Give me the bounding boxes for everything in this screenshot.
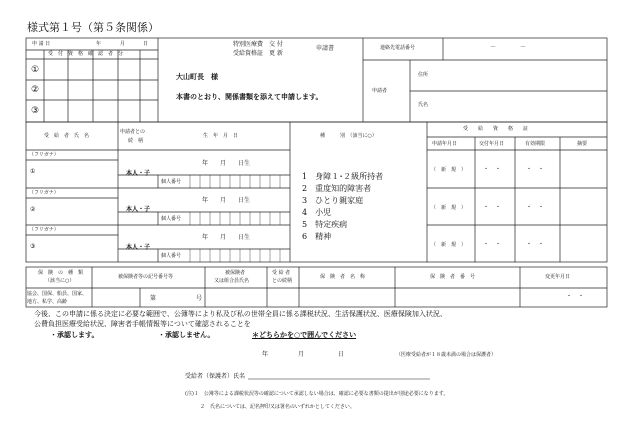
row-2-furigana: （フリガナ）	[29, 190, 59, 196]
col-birth-header: 生 年 月 日	[203, 133, 239, 139]
consent-line-2: 公費負担医療受給状況、障害者手帳情報等について確認されることを	[34, 320, 251, 328]
address-label: 住所	[418, 72, 429, 78]
insurance-kind-options-1[interactable]: 協会、国保、船員、国家、	[27, 291, 88, 297]
row-3-status: （ 新 規 ）	[431, 242, 467, 248]
apply-date-label: 申 請 日	[32, 41, 51, 47]
reception-check-label: 受 付 資 格 確 認 者 分	[48, 51, 124, 57]
name-label: 氏名	[418, 102, 429, 108]
consent-line-1: 今後、この申請に係る決定に必要な範囲で、公簿等により私及び私の世帯全員に係る課税状況、生活保護状況、医療保険加入状況、	[34, 310, 447, 318]
sub-valid: 有効期限	[525, 141, 546, 147]
type-option-6[interactable]: 6 精神	[302, 232, 332, 241]
row-2-relation[interactable]: 本人・子	[126, 206, 151, 213]
row-2-personal-label: 個人番号	[161, 216, 182, 222]
row-3-issue-dots: ・ ・	[483, 241, 502, 248]
sign-date-day: 日	[338, 351, 345, 358]
row-3-valid-dots: ・ ・	[526, 241, 545, 248]
insured-label-2: 又は組合員氏名	[214, 278, 250, 284]
apply-day-label: 日	[143, 41, 149, 47]
phone-label: 連絡先電話番号	[380, 45, 416, 51]
footnote-2: ２ 氏名については、記名押印又は署名のいずれかとしてください。	[200, 404, 355, 410]
request-text: 本書のとおり、関係書類を添えて申請します。	[176, 93, 323, 101]
minor-note: （医療受給者が１８歳未満の場合は保護者）	[396, 352, 497, 358]
form-title: 様式第１号（第５条関係）	[27, 21, 159, 34]
insurer-number-label: 保 険 者 番 号	[430, 274, 476, 280]
col-name-header: 受 給 者 氏 名	[44, 133, 90, 139]
insurance-kind-label-2: （該当に○）	[45, 278, 75, 284]
row-1-furigana: （フリガナ）	[29, 152, 59, 158]
header-row-1-num: ①	[31, 65, 40, 75]
type-option-4[interactable]: 4 小児	[302, 208, 332, 217]
row-1-issue-dots: ・ ・	[483, 166, 502, 173]
col-cert-header: 受 給 資 格 証	[463, 126, 529, 132]
header-row-3-num: ③	[31, 106, 40, 116]
sub-note: 摘要	[577, 141, 588, 147]
row-1-personal-label: 個人番号	[161, 179, 182, 185]
signer-label: 受給者（保護者）氏名	[185, 373, 246, 380]
insurance-relation-label-2: との続柄	[272, 278, 293, 284]
type-option-2[interactable]: 2 重度知的障害者	[302, 184, 372, 193]
row-3-relation[interactable]: 本人・子	[126, 244, 151, 251]
row-1-relation[interactable]: 本人・子	[126, 170, 151, 177]
row-2-birth[interactable]: 年 月 日生	[202, 197, 251, 204]
col-type-header: 種 別 （該当に○）	[320, 133, 377, 139]
row-1-num: ①	[30, 168, 36, 175]
sub-apply-date: 申請年月日	[432, 141, 458, 147]
insurance-kind-options-2[interactable]: 地方、私学、高齢	[27, 299, 68, 305]
applicant-label: 申請者	[372, 88, 388, 94]
row-3-personal-label: 個人番号	[161, 253, 182, 259]
row-1-status: （ 新 規 ）	[431, 167, 467, 173]
sign-date-month: 月	[298, 351, 305, 358]
consent-disagree[interactable]: ・承認しません。	[158, 331, 215, 339]
row-1-birth[interactable]: 年 月 日生	[202, 160, 251, 167]
insurance-kind-label-1: 保 険 の 種 類	[38, 270, 84, 276]
insurer-name-label: 保 険 者 名 称	[320, 274, 366, 280]
consent-instruction: ＊どちらかを○で囲んでください	[252, 331, 357, 339]
consent-agree[interactable]: ・承認します。	[50, 331, 99, 339]
type-option-3[interactable]: 3 ひとり親家庭	[302, 196, 364, 205]
row-3-birth[interactable]: 年 月 日生	[202, 234, 251, 241]
insurance-symbol-label: 被保険者等の記号番号等	[118, 274, 174, 280]
recipient-name: 大山町長 様	[176, 73, 218, 81]
change-date-dots: ・ ・	[566, 293, 585, 300]
apply-month-label: 月	[120, 41, 126, 47]
row-3-furigana: （フリガナ）	[29, 227, 59, 233]
phone-value[interactable]: － －	[490, 44, 527, 51]
insurance-relation-label-1: 受 給 者	[272, 270, 291, 276]
row-2-num: ②	[30, 206, 36, 213]
insurance-number-suffix: 号	[196, 295, 203, 302]
apply-year-label: 年	[96, 41, 102, 47]
doc-title-line-1: 特別医療費 交 付	[233, 41, 283, 48]
type-option-5[interactable]: 5 特定疾病	[302, 220, 348, 229]
change-date-label: 変更年月日	[545, 274, 571, 280]
type-option-1[interactable]: 1 身障１･２級所持者	[302, 172, 384, 181]
insurance-number-prefix: 第	[150, 295, 157, 302]
doc-title-line-2: 受給資格証 更 新	[233, 50, 283, 57]
sign-date-year: 年	[262, 351, 269, 358]
col-relation-header-2: 続 柄	[128, 138, 144, 144]
row-3-num: ③	[30, 243, 36, 250]
col-relation-header-1: 申請者との	[120, 129, 146, 135]
row-2-status: （ 新 規 ）	[431, 205, 467, 211]
header-row-2-num: ②	[31, 85, 40, 95]
row-2-valid-dots: ・ ・	[526, 204, 545, 211]
insured-label-1: 被保険者	[225, 270, 246, 276]
doc-title-suffix: 申請書	[316, 45, 335, 52]
row-1-valid-dots: ・ ・	[526, 166, 545, 173]
row-2-issue-dots: ・ ・	[483, 204, 502, 211]
footnote-1: (注)１ 公簿等による課税状況等の確認について承認しない場合は、確認に必要な書類の提出が別途必要になります。	[185, 391, 449, 397]
sub-issue-date: 交付年月日	[479, 141, 505, 147]
